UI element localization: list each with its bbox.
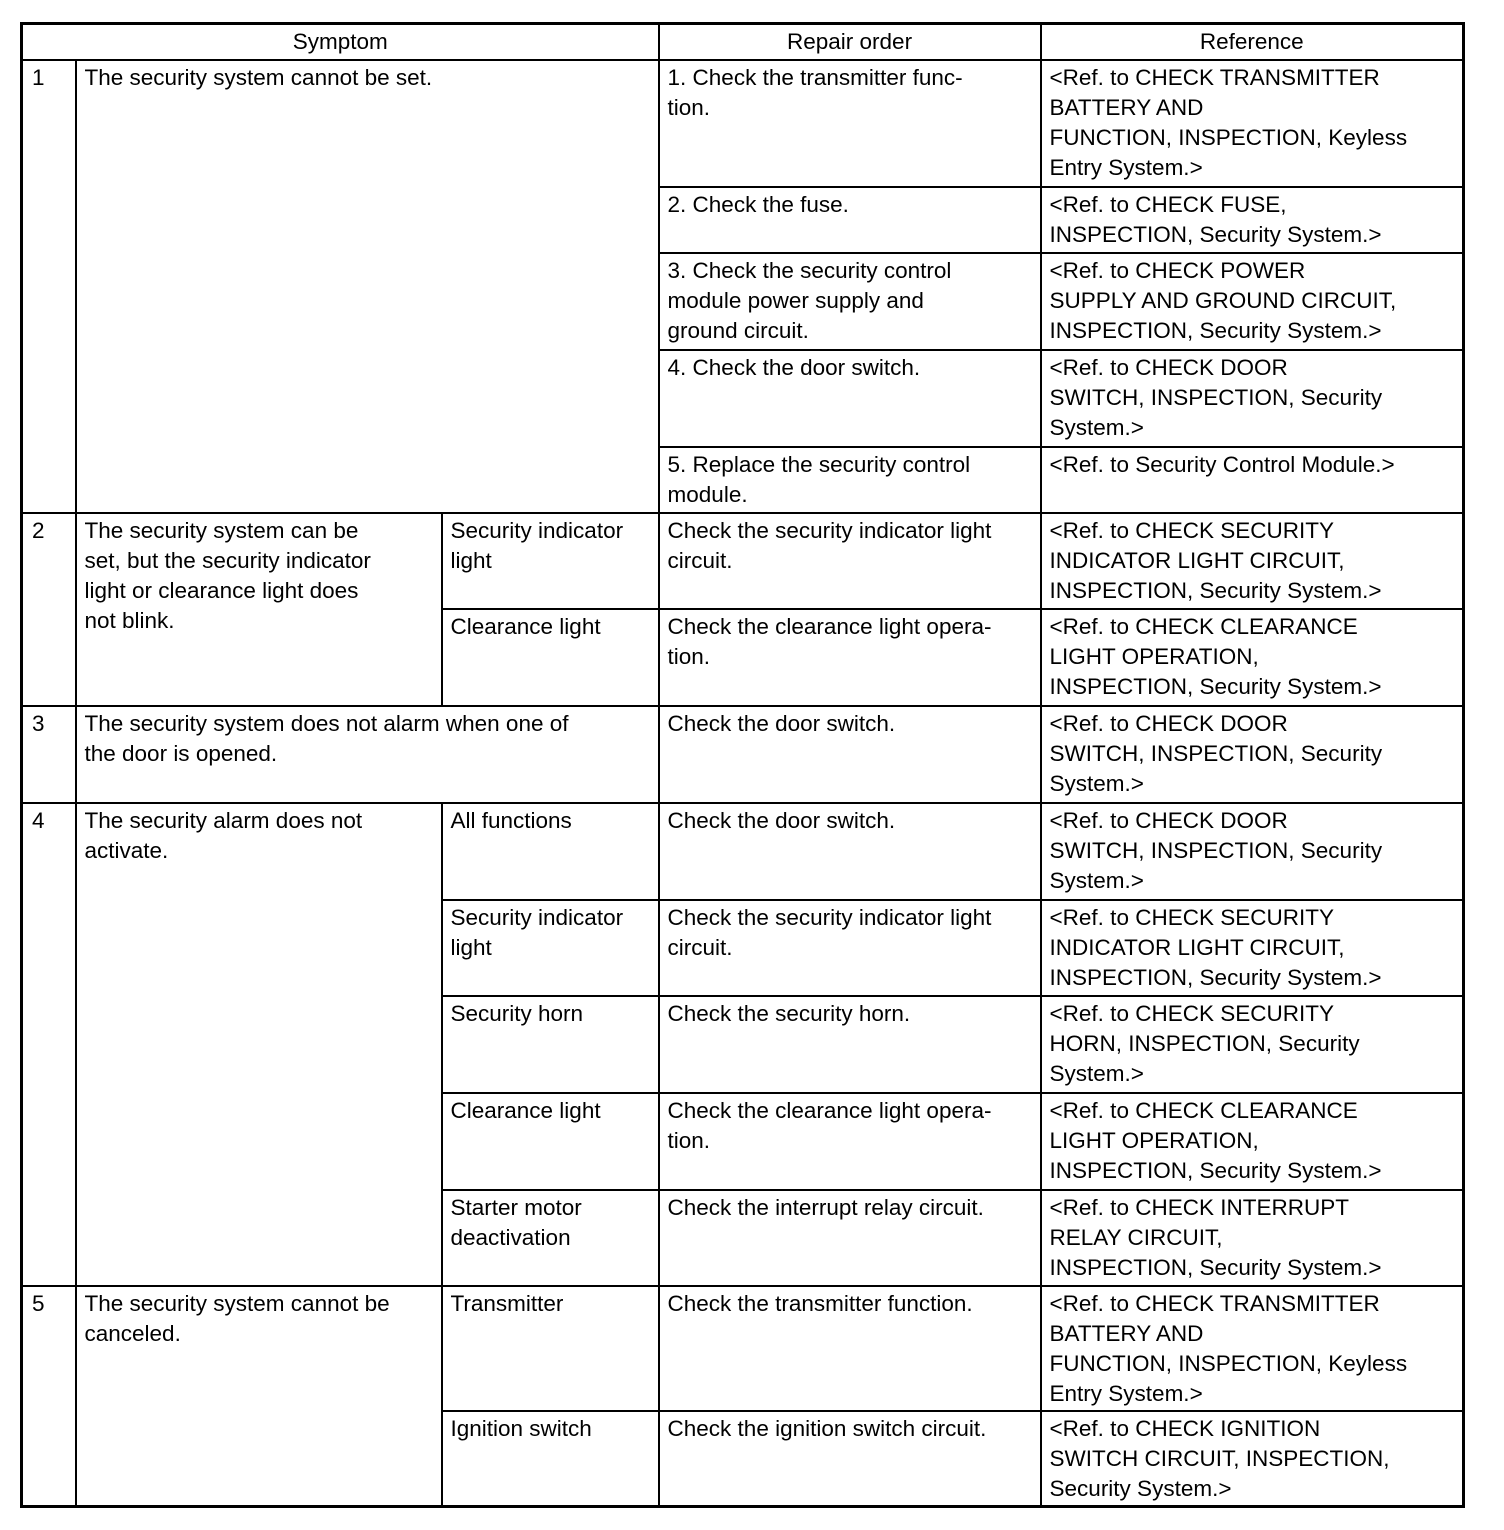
repair-order-cell xyxy=(659,253,1041,350)
repair-order-cell xyxy=(659,350,1041,447)
table-row xyxy=(22,706,1464,803)
cell-text: <Ref. to CHECK FUSE, INSPECTION, Security System.> xyxy=(1049,191,1382,247)
repair-order-cell xyxy=(659,1190,1041,1286)
reference-cell xyxy=(1041,706,1464,803)
cell-text: Security horn xyxy=(450,1000,584,1026)
reference-cell xyxy=(1041,60,1464,187)
sub-symptom-cell xyxy=(442,900,659,996)
sub-symptom-cell xyxy=(442,513,659,609)
cell-text: Check the security indicator light circuit. xyxy=(667,904,992,960)
cell-text: <Ref. to CHECK DOOR SWITCH, INSPECTION, Security System.> xyxy=(1049,710,1383,796)
cell-text: Ignition switch xyxy=(450,1415,592,1441)
row-number: 4 xyxy=(22,803,76,1286)
cell-text: Security indicator light xyxy=(450,904,624,960)
table-row xyxy=(22,803,1464,900)
cell-text: Check the interrupt relay circuit. xyxy=(667,1194,984,1220)
cell-text: Check the door switch. xyxy=(667,710,896,736)
cell-text: <Ref. to CHECK DOOR SWITCH, INSPECTION, Security System.> xyxy=(1049,354,1383,440)
reference-cell xyxy=(1041,513,1464,609)
repair-order-cell xyxy=(659,187,1041,253)
cell-text: Check the ignition switch circuit. xyxy=(667,1415,987,1441)
cell-text: Security indicator light xyxy=(450,517,624,573)
cell-text: The security system cannot be canceled. xyxy=(84,1290,390,1346)
cell-text: The security alarm does not activate. xyxy=(84,807,363,863)
row-number: 5 xyxy=(22,1286,76,1507)
cell-text: Check the clearance light opera- tion. xyxy=(667,1097,992,1153)
repair-order-cell xyxy=(659,900,1041,996)
reference-cell xyxy=(1041,900,1464,996)
repair-order-cell xyxy=(659,706,1041,803)
symptom-cell xyxy=(76,1286,442,1507)
cell-text: <Ref. to CHECK TRANSMITTER BATTERY AND FUNCTION, INSPECTION, Keyless Entry System.> xyxy=(1049,1290,1408,1407)
cell-text: 3. Check the security control module power supply and ground circuit. xyxy=(667,257,952,343)
row-number: 2 xyxy=(22,513,76,706)
sub-symptom-cell xyxy=(442,803,659,900)
reference-cell xyxy=(1041,996,1464,1093)
reference-cell xyxy=(1041,1286,1464,1411)
repair-order-cell xyxy=(659,1411,1041,1507)
header-row xyxy=(22,24,1464,60)
reference-cell xyxy=(1041,1411,1464,1507)
repair-order-cell xyxy=(659,447,1041,513)
repair-order-cell xyxy=(659,1093,1041,1190)
repair-order-cell xyxy=(659,609,1041,706)
cell-text: <Ref. to CHECK POWER SUPPLY AND GROUND CIRCUIT, INSPECTION, Security System.> xyxy=(1049,257,1397,343)
reference-cell xyxy=(1041,803,1464,900)
cell-text: <Ref. to CHECK SECURITY HORN, INSPECTION, Security System.> xyxy=(1049,1000,1360,1086)
cell-text: 2. Check the fuse. xyxy=(667,191,849,217)
sub-symptom-cell xyxy=(442,1411,659,1507)
cell-text: 5. Replace the security control module. xyxy=(667,451,971,507)
cell-text: Starter motor deactivation xyxy=(450,1194,582,1250)
header-symptom: Symptom xyxy=(22,24,659,60)
table-row xyxy=(22,1286,1464,1411)
cell-text: All functions xyxy=(450,807,572,833)
sub-symptom-cell xyxy=(442,1093,659,1190)
cell-text: <Ref. to CHECK IGNITION SWITCH CIRCUIT, INSPECTION, Security System.> xyxy=(1049,1415,1390,1501)
reference-cell xyxy=(1041,1093,1464,1190)
cell-text: 4. Check the door switch. xyxy=(667,354,921,380)
cell-text: <Ref. to CHECK CLEARANCE LIGHT OPERATION, INSPECTION, Security System.> xyxy=(1049,1097,1382,1183)
repair-order-cell xyxy=(659,513,1041,609)
sub-symptom-cell xyxy=(442,996,659,1093)
reference-cell xyxy=(1041,609,1464,706)
cell-text: Check the security indicator light circuit. xyxy=(667,517,992,573)
header-reference: Reference xyxy=(1041,24,1464,60)
symptom-cell xyxy=(76,706,659,803)
cell-text: Check the transmitter function. xyxy=(667,1290,973,1316)
cell-text: Check the clearance light opera- tion. xyxy=(667,613,992,669)
cell-text: <Ref. to Security Control Module.> xyxy=(1049,451,1395,477)
symptom-cell xyxy=(76,513,442,706)
cell-text: The security system cannot be set. xyxy=(84,64,433,90)
cell-text: <Ref. to CHECK SECURITY INDICATOR LIGHT CIRCUIT, INSPECTION, Security System.> xyxy=(1049,904,1382,990)
symptom-cell xyxy=(76,803,442,1286)
reference-cell xyxy=(1041,253,1464,350)
repair-order-cell xyxy=(659,996,1041,1093)
reference-cell xyxy=(1041,1190,1464,1286)
table-row xyxy=(22,60,1464,187)
cell-text: <Ref. to CHECK DOOR SWITCH, INSPECTION, Security System.> xyxy=(1049,807,1383,893)
diagnostic-table xyxy=(20,22,1465,1508)
cell-text: <Ref. to CHECK SECURITY INDICATOR LIGHT CIRCUIT, INSPECTION, Security System.> xyxy=(1049,517,1382,603)
repair-order-cell xyxy=(659,803,1041,900)
header-repair-order: Repair order xyxy=(659,24,1041,60)
cell-text: 1. Check the transmitter func- tion. xyxy=(667,64,963,120)
cell-text: <Ref. to CHECK TRANSMITTER BATTERY AND FUNCTION, INSPECTION, Keyless Entry System.> xyxy=(1049,64,1408,181)
row-number: 3 xyxy=(22,706,76,803)
cell-text: The security system can be set, but the security indicator light or clearance light does not blink. xyxy=(84,517,371,634)
cell-text: Check the door switch. xyxy=(667,807,896,833)
reference-cell xyxy=(1041,447,1464,513)
cell-text: Transmitter xyxy=(450,1290,564,1316)
cell-text: <Ref. to CHECK CLEARANCE LIGHT OPERATION, INSPECTION, Security System.> xyxy=(1049,613,1382,699)
reference-cell xyxy=(1041,187,1464,253)
sub-symptom-cell xyxy=(442,609,659,706)
symptom-cell xyxy=(76,60,659,513)
repair-order-cell xyxy=(659,60,1041,187)
table-row xyxy=(22,513,1464,609)
cell-text: Clearance light xyxy=(450,613,601,639)
row-number: 1 xyxy=(22,60,76,513)
cell-text: Clearance light xyxy=(450,1097,601,1123)
reference-cell xyxy=(1041,350,1464,447)
cell-text: <Ref. to CHECK INTERRUPT RELAY CIRCUIT, INSPECTION, Security System.> xyxy=(1049,1194,1382,1280)
cell-text: The security system does not alarm when one of the door is opened. xyxy=(84,710,569,766)
sub-symptom-cell xyxy=(442,1286,659,1411)
sub-symptom-cell xyxy=(442,1190,659,1286)
cell-text: Check the security horn. xyxy=(667,1000,911,1026)
repair-order-cell xyxy=(659,1286,1041,1411)
